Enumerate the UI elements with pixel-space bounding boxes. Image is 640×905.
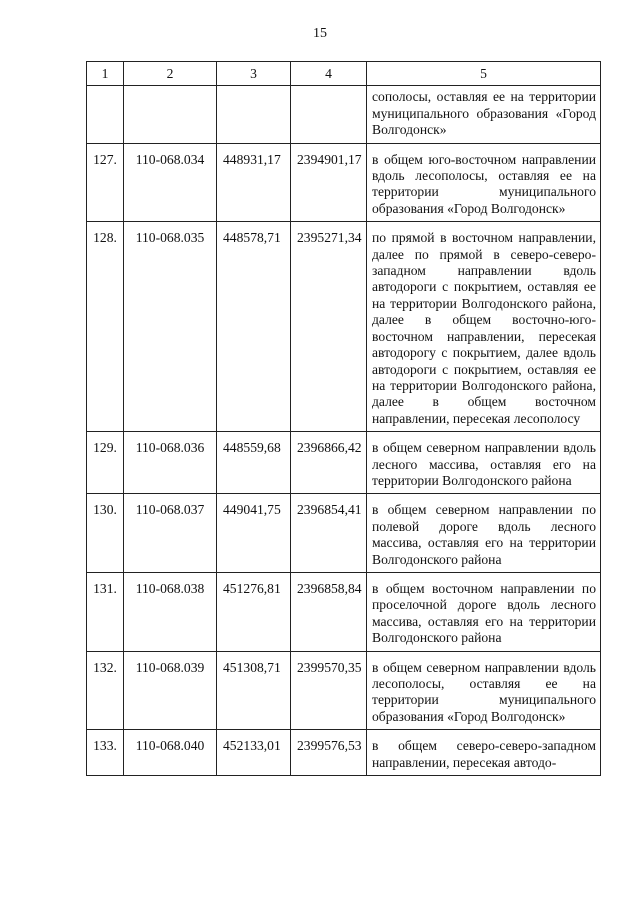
table-row	[87, 572, 601, 651]
point-code: 110-068.040	[124, 730, 217, 776]
boundary-description: в общем северном направлении вдоль лесного массива, оставляя его на территории Волгодонского района	[367, 432, 601, 494]
table-header-row	[87, 62, 601, 86]
row-number: 128.	[87, 222, 124, 432]
page-number: 15	[313, 26, 327, 41]
row-number: 130.	[87, 494, 124, 573]
row-number: 127.	[87, 143, 124, 222]
boundary-description: в общем северном направлении вдоль лесополосы, оставляя ее на территории муниципального образования «Город Волгодонск»	[367, 651, 601, 730]
point-code: 110-068.038	[124, 572, 217, 651]
column-header-1: 1	[87, 62, 124, 86]
boundary-description: в общем юго-восточном направлении вдоль лесополосы, оставляя ее на территории муниципального образования «Город Волгодонск»	[367, 143, 601, 222]
y-coordinate: 2396854,41	[291, 494, 367, 573]
boundary-points-table	[86, 61, 601, 776]
y-coordinate: 2394901,17	[291, 143, 367, 222]
point-code: 110-068.035	[124, 222, 217, 432]
boundary-description: в общем восточном направлении по проселочной дороге вдоль лесного массива, оставляя его на территории Волгодонского района	[367, 572, 601, 651]
table-row	[87, 651, 601, 730]
column-header-2: 2	[124, 62, 217, 86]
x-coordinate: 448931,17	[217, 143, 291, 222]
boundary-description: в общем северном направлении по полевой дороге вдоль лесного массива, оставляя его на территории Волгодонского района	[367, 494, 601, 573]
table-row	[87, 222, 601, 432]
boundary-description: в общем северо-северо-западном направлении, пересекая автодо-	[367, 730, 601, 776]
empty-cell	[291, 86, 367, 143]
x-coordinate: 452133,01	[217, 730, 291, 776]
point-code: 110-068.036	[124, 432, 217, 494]
x-coordinate: 448559,68	[217, 432, 291, 494]
row-number: 129.	[87, 432, 124, 494]
row-number: 133.	[87, 730, 124, 776]
point-code: 110-068.037	[124, 494, 217, 573]
continuation-description: сополосы, оставляя ее на территории муниципального образования «Город Волгодонск»	[367, 86, 601, 143]
x-coordinate: 448578,71	[217, 222, 291, 432]
point-code: 110-068.034	[124, 143, 217, 222]
x-coordinate: 449041,75	[217, 494, 291, 573]
empty-cell	[87, 86, 124, 143]
empty-cell	[124, 86, 217, 143]
table-row	[87, 432, 601, 494]
row-number: 132.	[87, 651, 124, 730]
row-number: 131.	[87, 572, 124, 651]
y-coordinate: 2395271,34	[291, 222, 367, 432]
y-coordinate: 2399570,35	[291, 651, 367, 730]
point-code: 110-068.039	[124, 651, 217, 730]
table-row	[87, 494, 601, 573]
column-header-3: 3	[217, 62, 291, 86]
table-row	[87, 730, 601, 776]
y-coordinate: 2396858,84	[291, 572, 367, 651]
table-row	[87, 143, 601, 222]
y-coordinate: 2399576,53	[291, 730, 367, 776]
boundary-description: по прямой в восточном направлении, далее по прямой в северо-северо-западном направлении вдоль автодороги с покрытием, оставляя ее на территории Волгодонского района, далее в общем восточно-юго-восточном направлении, пересекая автодорогу с покрытием, далее вдоль автодороги с покрытием, оставляя ее на территории Волгодонского района, далее в общем восточном направлении, пересекая лесополосу	[367, 222, 601, 432]
column-header-5: 5	[367, 62, 601, 86]
column-header-4: 4	[291, 62, 367, 86]
x-coordinate: 451276,81	[217, 572, 291, 651]
y-coordinate: 2396866,42	[291, 432, 367, 494]
empty-cell	[217, 86, 291, 143]
continuation-row	[87, 86, 601, 143]
x-coordinate: 451308,71	[217, 651, 291, 730]
